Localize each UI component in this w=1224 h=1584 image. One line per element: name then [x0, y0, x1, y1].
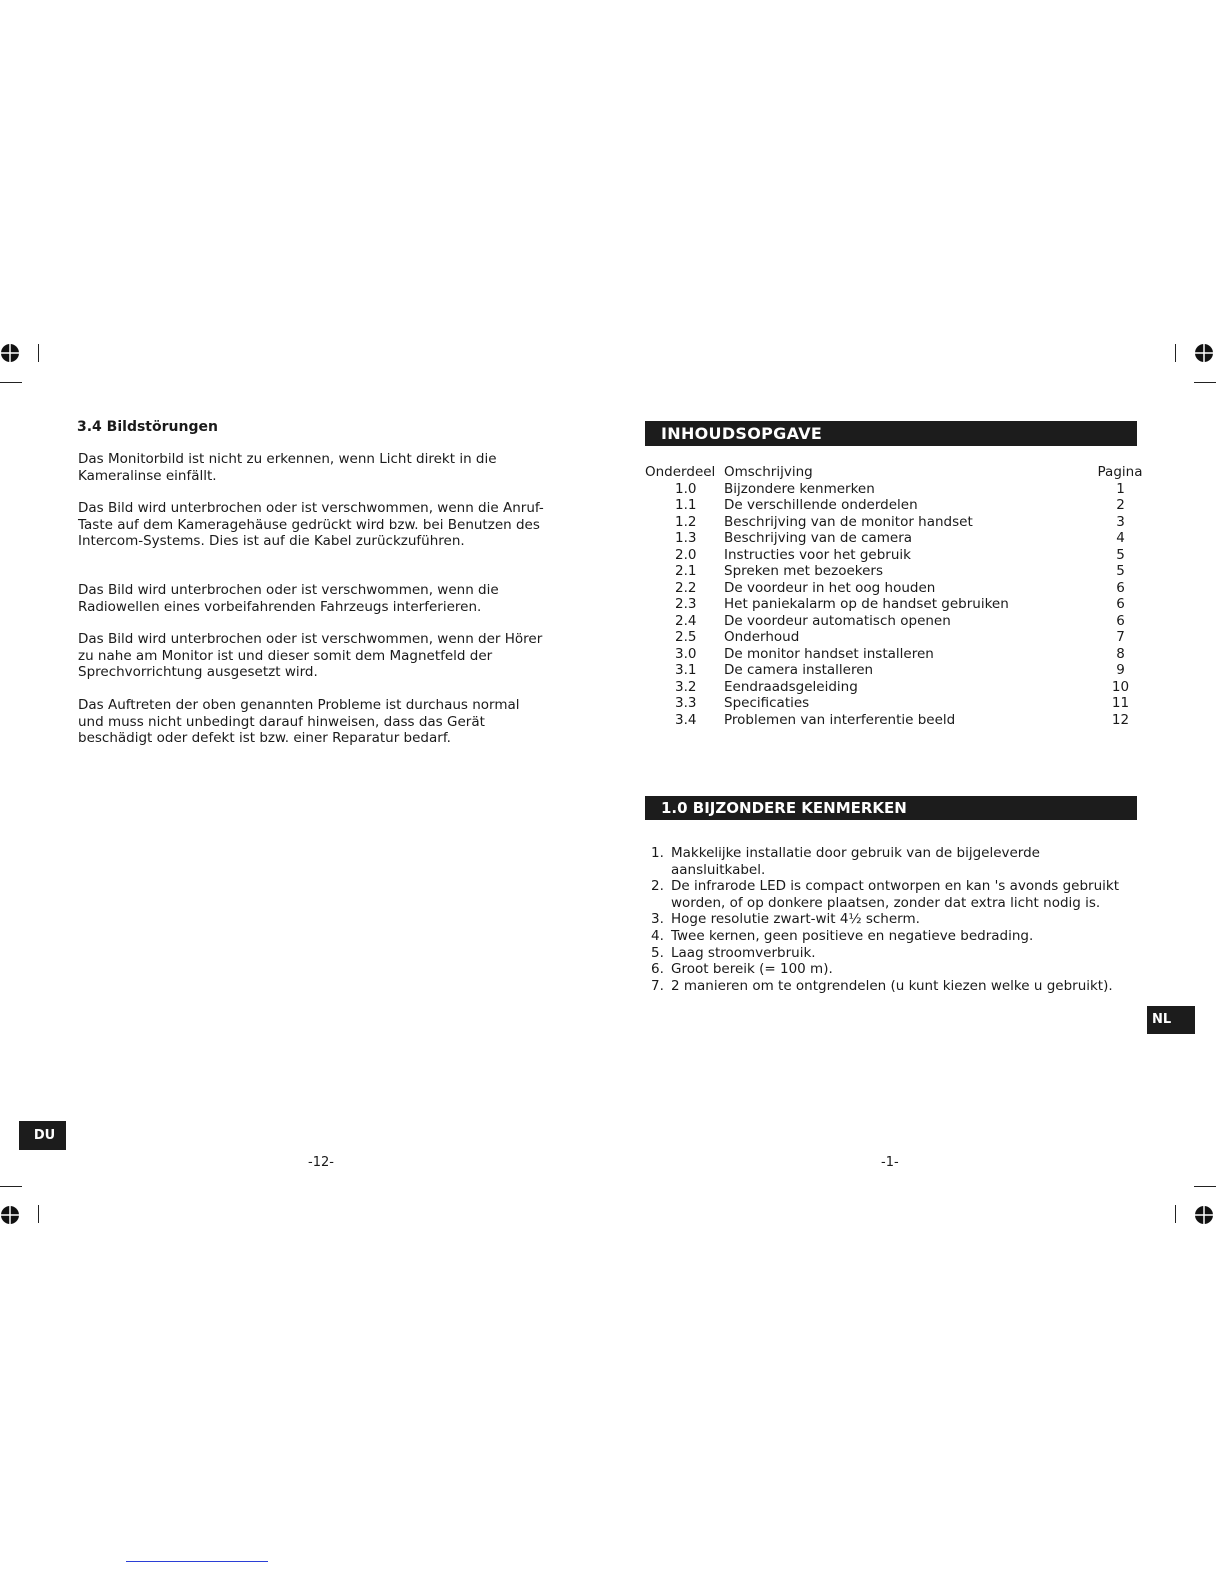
crop-mark — [38, 344, 39, 362]
toc-row — [651, 646, 1131, 663]
toc-header-row — [645, 464, 1143, 481]
toc-description: De voordeur in het oog houden — [724, 579, 936, 596]
registration-mark-icon — [0, 1205, 20, 1225]
toc-page-number: 9 — [1116, 662, 1125, 678]
toc-page-number: 5 — [1116, 563, 1125, 579]
list-item — [651, 878, 1121, 911]
language-tab-du: DU — [19, 1121, 66, 1150]
list-item — [651, 945, 1121, 962]
list-item — [651, 961, 1121, 978]
toc-row — [651, 530, 1131, 547]
link-underline — [126, 1561, 268, 1562]
page-number: -12- — [308, 1155, 334, 1170]
features-title-bar: 1.0 BIJZONDERE KENMERKEN — [645, 796, 1137, 820]
toc-section-number: 2.0 — [675, 546, 697, 563]
toc-page-number: 5 — [1116, 546, 1125, 563]
toc-row — [651, 580, 1131, 597]
toc-row — [651, 662, 1131, 679]
toc-description: Problemen van interferentie beeld — [724, 711, 956, 728]
toc-section-number: 1.1 — [675, 497, 697, 513]
crop-mark — [1175, 344, 1176, 362]
toc-section-number: 3.3 — [675, 695, 697, 711]
toc-row — [651, 629, 1131, 646]
toc-section-number: 3.0 — [675, 645, 697, 662]
toc-section-number: 3.2 — [675, 678, 697, 695]
toc-section-number: 3.1 — [675, 662, 697, 678]
features-list — [651, 845, 1121, 994]
toc-section-number: 1.0 — [675, 480, 697, 497]
crop-mark — [1175, 1205, 1176, 1223]
page-number: -1- — [881, 1155, 899, 1170]
toc-description: Specificaties — [724, 695, 810, 711]
toc-section-number: 2.2 — [675, 579, 697, 596]
toc-page-number: 8 — [1116, 645, 1125, 662]
registration-mark-icon — [1194, 1205, 1214, 1225]
table-of-contents — [645, 464, 1143, 728]
crop-mark — [1194, 382, 1216, 383]
crop-mark — [0, 1186, 22, 1187]
toc-page-number: 6 — [1116, 612, 1125, 629]
toc-page-number: 3 — [1116, 513, 1125, 530]
list-item-text: Laag stroomverbruik. — [671, 944, 816, 961]
toc-description: Eendraadsgeleiding — [724, 678, 858, 695]
registration-mark-icon — [1194, 343, 1214, 363]
toc-header-section: Onderdeel — [645, 464, 716, 480]
list-item — [651, 978, 1121, 995]
toc-description: De monitor handset installeren — [724, 645, 934, 662]
toc-section-number: 2.1 — [675, 563, 697, 579]
toc-description: Bijzondere kenmerken — [724, 480, 875, 497]
paragraph: Das Bild wird unterbrochen oder ist verschwommen, wenn die Anruf-Taste auf dem Kameragehäuse gedrückt wird bzw. bei Benutzen des Intercom-Systems. Dies ist auf die Kabel zurückzuführen. — [78, 500, 544, 550]
toc-row — [651, 679, 1131, 696]
list-item-text: De infrarode LED is compact ontworpen en kan 's avonds gebruikt worden, of op donkere plaatsen, zonder dat extra licht nodig is. — [671, 878, 1120, 911]
paragraph: Das Bild wird unterbrochen oder ist verschwommen, wenn die Radiowellen eines vorbeifahrenden Fahrzeugs interferieren. — [78, 582, 499, 615]
toc-description: Instructies voor het gebruik — [724, 546, 911, 563]
registration-mark-icon — [0, 343, 20, 363]
paragraph: Das Auftreten der oben genannten Probleme ist durchaus normal und muss nicht unbedingt darauf hinweisen, dass das Gerät beschädigt oder defekt ist bzw. einer Reparatur bedarf. — [78, 697, 520, 747]
toc-section-number: 2.5 — [675, 629, 697, 645]
toc-row — [651, 613, 1131, 630]
list-item-text: Makkelijke installatie door gebruik van de bijgeleverde aansluitkabel. — [671, 845, 1040, 878]
toc-description: Spreken met bezoekers — [724, 563, 883, 579]
toc-title-bar: INHOUDSOPGAVE — [645, 421, 1137, 446]
toc-header-description: Omschrijving — [724, 464, 813, 480]
toc-section-number: 1.3 — [675, 530, 697, 546]
toc-row — [651, 695, 1131, 712]
list-item-number: 2. — [651, 878, 664, 895]
list-item-number: 1. — [651, 845, 664, 861]
list-item-text: Hoge resolutie zwart-wit 4½ scherm. — [671, 911, 920, 928]
list-item — [651, 911, 1121, 928]
list-item-number: 3. — [651, 911, 664, 928]
toc-row — [651, 497, 1131, 514]
crop-mark — [1194, 1186, 1216, 1187]
toc-row — [651, 514, 1131, 531]
crop-mark — [38, 1205, 39, 1223]
toc-description: De verschillende onderdelen — [724, 497, 918, 513]
toc-header-page: Pagina — [1097, 464, 1143, 480]
toc-row — [651, 481, 1131, 498]
toc-section-number: 1.2 — [675, 513, 697, 530]
list-item-text: Groot bereik (= 100 m). — [671, 961, 833, 978]
toc-description: Het paniekalarm op de handset gebruiken — [724, 596, 1009, 612]
toc-page-number: 1 — [1116, 480, 1125, 497]
list-item — [651, 928, 1121, 945]
list-item-text: Twee kernen, geen positieve en negatieve bedrading. — [671, 927, 1034, 944]
toc-section-number: 3.4 — [675, 711, 697, 728]
toc-page-number: 6 — [1116, 579, 1125, 596]
language-tab-nl: NL — [1147, 1006, 1195, 1034]
list-item — [651, 845, 1121, 878]
toc-row — [651, 547, 1131, 564]
list-item-number: 7. — [651, 977, 664, 994]
list-item-number: 5. — [651, 944, 664, 961]
toc-description: Beschrijving van de camera — [724, 530, 913, 546]
toc-page-number: 7 — [1116, 629, 1125, 645]
toc-section-number: 2.4 — [675, 612, 697, 629]
paragraph: Das Bild wird unterbrochen oder ist verschwommen, wenn der Hörer zu nahe am Monitor ist und dieser somit dem Magnetfeld der Sprechvorrichtung ausgesetzt wird. — [78, 631, 543, 681]
toc-row — [651, 596, 1131, 613]
toc-page-number: 2 — [1116, 497, 1125, 513]
toc-page-number: 11 — [1111, 695, 1130, 711]
list-item-number: 4. — [651, 927, 664, 944]
crop-mark — [0, 382, 22, 383]
list-item-number: 6. — [651, 961, 664, 978]
toc-row — [651, 712, 1131, 729]
toc-description: Beschrijving van de monitor handset — [724, 513, 973, 530]
toc-row — [651, 563, 1131, 580]
toc-page-number: 12 — [1111, 711, 1130, 728]
toc-page-number: 6 — [1116, 596, 1125, 612]
toc-section-number: 2.3 — [675, 596, 697, 612]
toc-page-number: 4 — [1116, 530, 1125, 546]
list-item-text: 2 manieren om te ontgrendelen (u kunt kiezen welke u gebruikt). — [671, 977, 1113, 994]
section-heading: 3.4 Bildstörungen — [77, 419, 218, 435]
toc-page-number: 10 — [1111, 678, 1130, 695]
paragraph: Das Monitorbild ist nicht zu erkennen, wenn Licht direkt in die Kameralinse einfällt. — [78, 451, 497, 484]
toc-description: Onderhoud — [724, 629, 800, 645]
toc-description: De camera installeren — [724, 662, 874, 678]
toc-description: De voordeur automatisch openen — [724, 612, 951, 629]
